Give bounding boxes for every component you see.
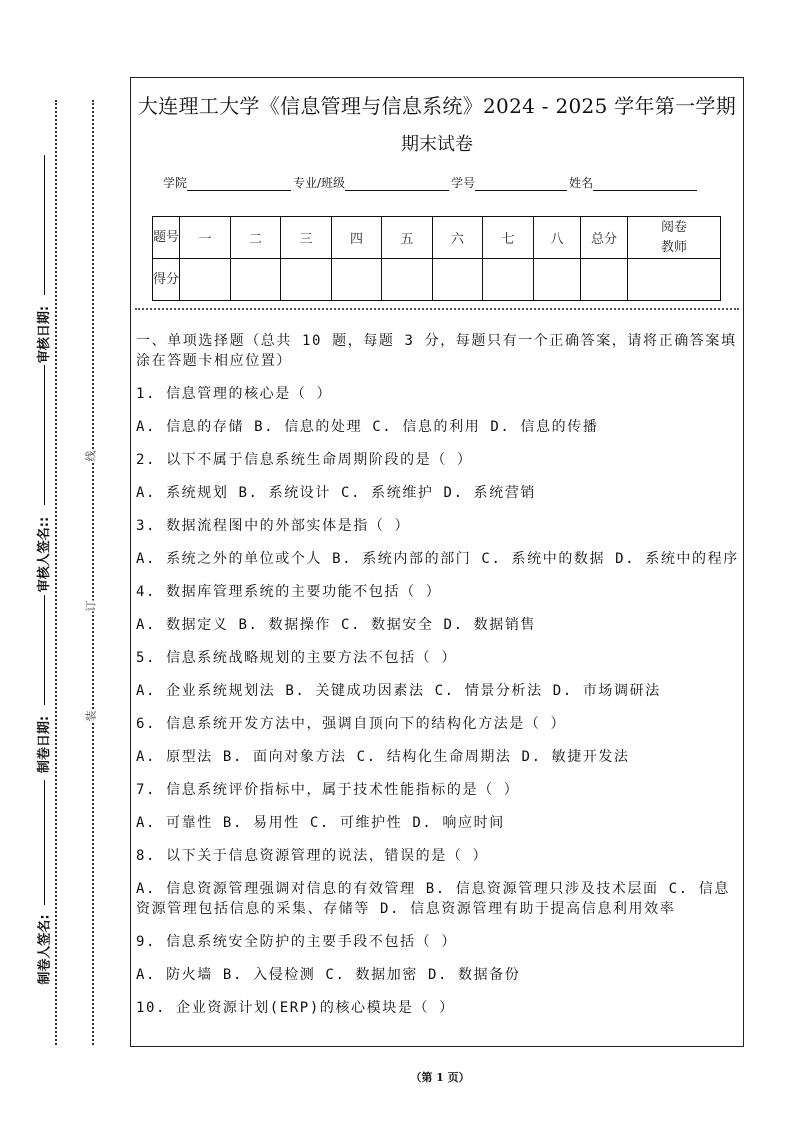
score-cell[interactable]: [180, 259, 231, 301]
major-class-label: 专业/班级: [293, 176, 346, 190]
score-row-header: 得分: [153, 259, 180, 301]
exam-title: 大连理工大学《信息管理与信息系统》2024 - 2025 学年第一学期: [137, 94, 737, 118]
signature-line: [44, 365, 45, 505]
exam-subtitle: 期末试卷: [401, 134, 473, 155]
signature-line: [44, 595, 45, 705]
score-table: [152, 216, 721, 301]
question-text: 3. 数据流程图中的外部实体是指（ ）: [136, 518, 411, 534]
binding-dotted-line-inner: [92, 100, 94, 1045]
signature-line: [44, 780, 45, 905]
binding-mark: 线: [84, 450, 98, 462]
question-options: A. 企业系统规划法 B. 关键成功因素法 C. 情景分析法 D. 市场调研法: [136, 683, 661, 699]
column-header: 阅卷教师: [628, 217, 721, 259]
binding-mark: 订: [84, 600, 98, 612]
major-class-field[interactable]: [345, 178, 449, 191]
question-options: A. 系统之外的单位或个人 B. 系统内部的部门 C. 系统中的数据 D. 系统中的程序: [136, 551, 739, 567]
question-text: 1. 信息管理的核心是（ ）: [136, 386, 333, 402]
question-text: 7. 信息系统评价指标中，属于技术性能指标的是（ ）: [136, 782, 520, 798]
page-number: （第 1 页）: [410, 1071, 470, 1084]
score-cell[interactable]: [628, 259, 721, 301]
reviewer-signature-label: 审核人签名::: [37, 516, 53, 593]
question-text: 9. 信息系统安全防护的主要手段不包括（ ）: [136, 934, 457, 950]
column-header: 五: [382, 217, 433, 259]
question-options: A. 信息的存储 B. 信息的处理 C. 信息的利用 D. 信息的传播: [136, 419, 599, 435]
name-label: 姓名: [569, 176, 594, 190]
college-label: 学院: [163, 176, 188, 190]
review-date-label: 审核日期:: [37, 305, 53, 364]
score-cell[interactable]: [281, 259, 332, 301]
paper-maker-signature-label: 制卷人签名:: [37, 914, 53, 985]
question-text: 6. 信息系统开发方法中，强调自顶向下的结构化方法是（ ）: [136, 716, 567, 732]
column-header: 三: [281, 217, 332, 259]
student-id-field[interactable]: [475, 178, 567, 191]
score-cell[interactable]: [231, 259, 281, 301]
score-cell[interactable]: [483, 259, 534, 301]
exam-page: [130, 77, 744, 1047]
column-header: 六: [433, 217, 483, 259]
question-options: A. 原型法 B. 面向对象方法 C. 结构化生命周期法 D. 敏捷开发法: [136, 749, 630, 765]
student-id-label: 学号: [451, 176, 476, 190]
column-header: 七: [483, 217, 534, 259]
binding-dotted-line-outer: [55, 100, 57, 1045]
question-text: 8. 以下关于信息资源管理的说法，错误的是（ ）: [136, 848, 489, 864]
column-header: 八: [534, 217, 581, 259]
score-cell[interactable]: [332, 259, 382, 301]
question-number-header: 题号: [153, 217, 180, 259]
student-info: [163, 174, 699, 191]
question-text: 5. 信息系统战略规划的主要方法不包括（ ）: [136, 650, 457, 666]
question-text: 10. 企业资源计划(ERP)的核心模块是（ ）: [136, 1000, 455, 1016]
question-options: A. 信息资源管理强调对信息的有效管理 B. 信息资源管理只涉及技术层面 C. 信息资源管理包括信息的采集、存储等 D. 信息资源管理有助于提高信息利用效率: [136, 881, 730, 917]
name-field[interactable]: [593, 178, 697, 191]
column-header: 总分: [581, 217, 628, 259]
paper-date-label: 制卷日期:: [37, 715, 53, 774]
dotted-separator: [135, 308, 739, 310]
question-options: A. 防火墙 B. 入侵检测 C. 数据加密 D. 数据备份: [136, 967, 521, 983]
college-field[interactable]: [187, 178, 291, 191]
section-single-choice: [136, 331, 739, 1031]
binding-mark: 装: [84, 710, 98, 722]
score-cell[interactable]: [433, 259, 483, 301]
section-heading: 一、单项选择题（总共 10 题，每题 3 分，每题只有一个正确答案，请将正确答案填涂在答题卡相应位置）: [136, 333, 737, 369]
signature-line: [44, 155, 45, 295]
question-text: 2. 以下不属于信息系统生命周期阶段的是（ ）: [136, 452, 473, 468]
score-cell[interactable]: [581, 259, 628, 301]
question-options: A. 系统规划 B. 系统设计 C. 系统维护 D. 系统营销: [136, 485, 537, 501]
question-options: A. 可靠性 B. 易用性 C. 可维护性 D. 响应时间: [136, 815, 505, 831]
score-cell[interactable]: [534, 259, 581, 301]
column-header: 四: [332, 217, 382, 259]
question-text: 4. 数据库管理系统的主要功能不包括（ ）: [136, 584, 442, 600]
score-cell[interactable]: [382, 259, 433, 301]
column-header: 二: [231, 217, 281, 259]
column-header: 一: [180, 217, 231, 259]
question-options: A. 数据定义 B. 数据操作 C. 数据安全 D. 数据销售: [136, 617, 537, 633]
